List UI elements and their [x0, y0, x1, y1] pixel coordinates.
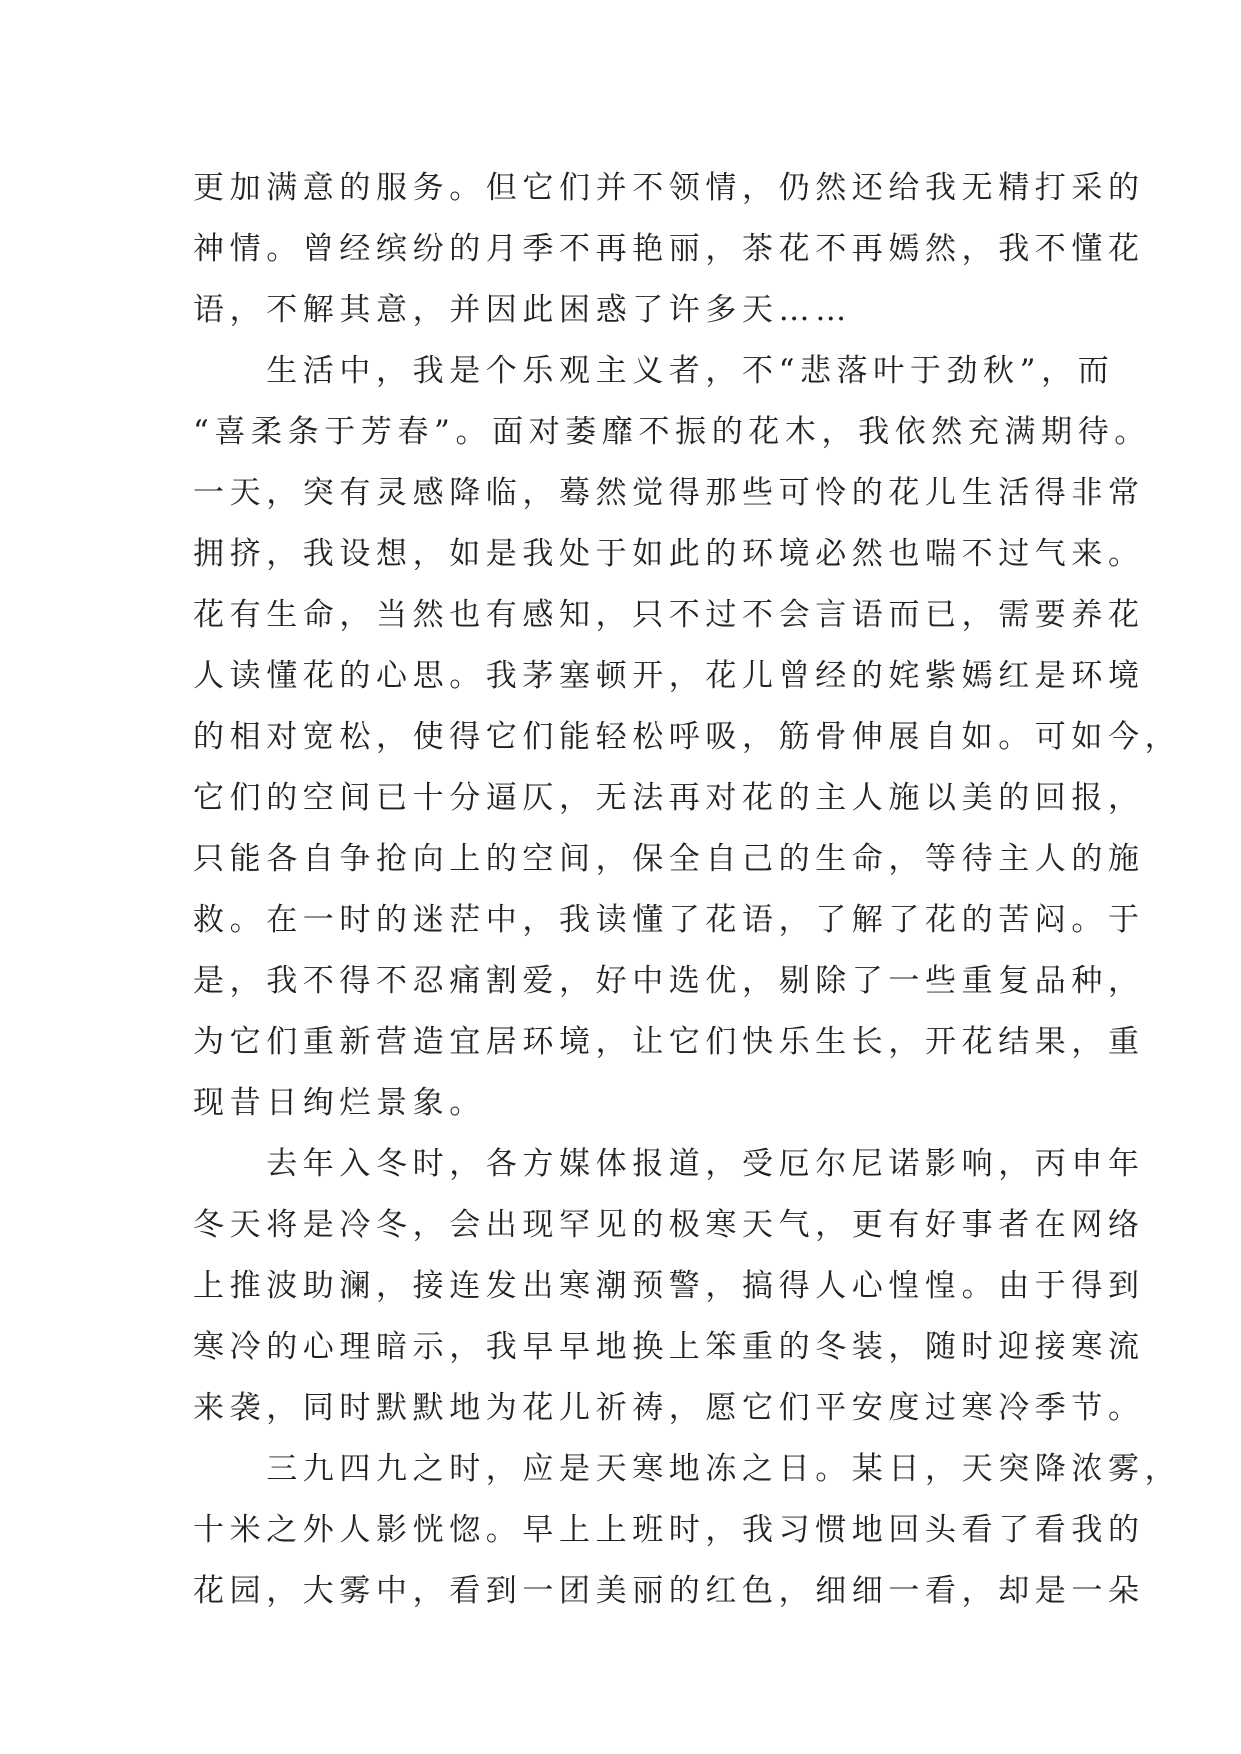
text-line: 神情。曾经缤纷的月季不再艳丽，茶花不再嫣然，我不懂花	[193, 231, 1145, 267]
text-line: 一天，突有灵感降临，蓦然觉得那些可怜的花儿生活得非常	[193, 475, 1145, 511]
text-line: 是，我不得不忍痛割爱，好中选优，剔除了一些重复品种，	[193, 963, 1145, 999]
text-line: 上推波助澜，接连发出寒潮预警，搞得人心惶惶。由于得到	[193, 1268, 1145, 1304]
text-line: 为它们重新营造宜居环境，让它们快乐生长，开花结果，重	[193, 1024, 1145, 1060]
text-line: 三九四九之时，应是天寒地冻之日。某日，天突降浓雾，	[193, 1451, 1182, 1487]
text-line: 只能各自争抢向上的空间，保全自己的生命，等待主人的施	[193, 841, 1145, 877]
body-text	[193, 158, 1182, 1622]
text-line: 现昔日绚烂景象。	[193, 1085, 486, 1121]
text-line: 它们的空间已十分逼仄，无法再对花的主人施以美的回报，	[193, 780, 1145, 816]
text-line: 来袭，同时默默地为花儿祈祷，愿它们平安度过寒冷季节。	[193, 1390, 1145, 1426]
text-line: 冬天将是冷冬，会出现罕见的极寒天气，更有好事者在网络	[193, 1207, 1145, 1243]
text-line: “喜柔条于芳春”。面对萎靡不振的花木，我依然充满期待。	[193, 414, 1151, 450]
text-line: 更加满意的服务。但它们并不领情，仍然还给我无精打采的	[193, 170, 1145, 206]
text-line: 语，不解其意，并因此困惑了许多天……	[193, 292, 852, 328]
text-line: 花园，大雾中，看到一团美丽的红色，细细一看，却是一朵	[193, 1573, 1145, 1609]
text-line: 救。在一时的迷茫中，我读懂了花语，了解了花的苦闷。于	[193, 902, 1145, 938]
text-line: 生活中，我是个乐观主义者，不“悲落叶于劲秋”，而	[193, 353, 1115, 389]
text-line: 拥挤，我设想，如是我处于如此的环境必然也喘不过气来。	[193, 536, 1145, 572]
text-line: 花有生命，当然也有感知，只不过不会言语而已，需要养花	[193, 597, 1145, 633]
text-line: 人读懂花的心思。我茅塞顿开，花儿曾经的姹紫嫣红是环境	[193, 658, 1145, 694]
text-line: 去年入冬时，各方媒体报道，受厄尔尼诺影响，丙申年	[193, 1146, 1145, 1182]
text-line: 十米之外人影恍惚。早上上班时，我习惯地回头看了看我的	[193, 1512, 1145, 1548]
text-line: 寒冷的心理暗示，我早早地换上笨重的冬装，随时迎接寒流	[193, 1329, 1145, 1365]
text-line: 的相对宽松，使得它们能轻松呼吸，筋骨伸展自如。可如今，	[193, 719, 1182, 755]
